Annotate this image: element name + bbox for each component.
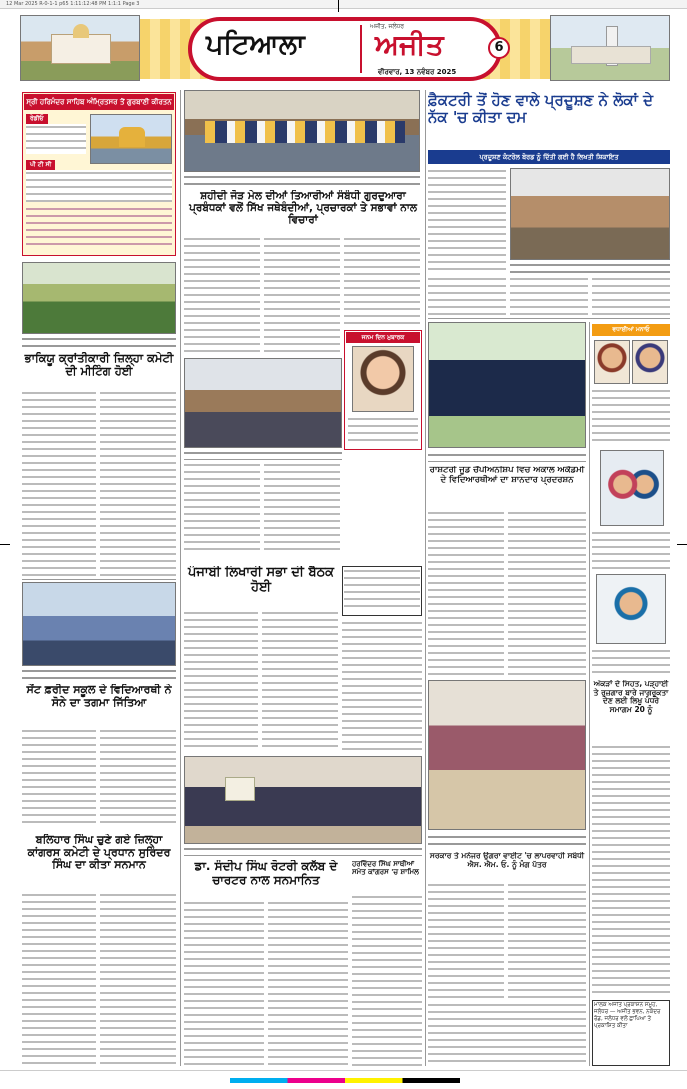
story9-body-col2 [508,510,586,676]
crop-mark-left [0,544,10,545]
story-mid-col [342,620,422,750]
story3-caption [22,336,176,348]
story2-caption [510,262,670,274]
story3-body-col2 [100,390,176,576]
story1-caption [184,174,420,188]
story8-body [352,894,422,1066]
story1-body-col3 [344,236,420,326]
column-rule-1 [180,90,181,1066]
column-rule-2 [425,90,426,1066]
story1-photo2-caption [184,450,342,460]
birthday-label: ਜਨਮ ਦਿਨ ਮੁਬਾਰਕ [346,332,420,343]
story7-body-col1 [184,900,264,1066]
column-rule-3 [589,322,590,1066]
story2-subhead: ਪ੍ਰਦੂਸ਼ਣ ਕੰਟਰੋਲ ਬੋਰਡ ਨੂੰ ਦਿੱਤੀ ਗਈ ਹੈ ਲਿਖਤੀ ਸ਼ਿਕਾਇਤ [428,150,670,164]
horizontal-rule-right [428,318,670,319]
greeting-text-3 [592,648,670,674]
story9-photo [428,322,586,448]
story3-headline: ਭਾਕਿਯੂ ਕ੍ਰਾਂਤੀਕਾਰੀ ਜ਼ਿਲ੍ਹਾ ਕਮੇਟੀ ਦੀ ਮੀਟਿੰਗ ਹੋਈ [24,352,174,379]
greeting-text-2 [592,530,670,570]
greeting-photo-2 [632,340,668,384]
crop-mark-right [677,544,687,545]
radio-schedule [26,124,86,154]
masthead-divider [360,25,362,73]
story2-body-col2 [510,276,588,320]
story10-body-col2 [508,882,586,998]
greeting-photo-1 [594,340,630,384]
story1-body-col5 [264,462,340,552]
story11-body [592,744,670,998]
story-club-text [344,568,420,612]
story1-body-col4 [184,462,260,552]
story2-body-col3 [592,276,670,320]
story4-headline: ਪੰਜਾਬੀ ਲਿਖਾਰੀ ਸਭਾ ਦੀ ਬੈਠਕ ਹੋਈ [187,566,334,595]
story5-body-col1 [22,728,96,828]
story2-body-col1 [428,168,506,272]
masthead-date: ਵੀਰਵਾਰ, 13 ਨਵੰਬਰ 2025 [378,68,457,76]
story7-caption [184,846,422,856]
masthead-city: ਪਟਿਆਲਾ [206,29,305,60]
ptc-label: ਪੀ ਟੀ ਸੀ [26,160,55,170]
ptc-schedule [26,170,172,202]
greeting-photo-4 [596,574,666,644]
story1-body-col2 [264,236,340,354]
story6-headline: ਬਲਿਹਾਰ ਸਿੰਘ ਚੁਣੇ ਗਏ ਜ਼ਿਲ੍ਹਾ ਕਾਂਗਰਸ ਕਮੇਟੀ ਦੇ ਪ੍ਰਧਾਨ ਸੁਰਿੰਦਰ ਸਿੰਘ ਦਾ ਕੀਤਾ ਸਨਮਾਨ [27,834,171,872]
radio-box-title: ਸ੍ਰੀ ਹਰਿਮੰਦਰ ਸਾਹਿਬ ਅੰਮ੍ਰਿਤਸਰ ਤੋਂ ਗੁਰਬਾਣੀ ਕੀਰਤਨ [24,94,174,110]
story2-headline: ਫ਼ੈਕਟਰੀ ਤੋਂ ਹੋਣ ਵਾਲੇ ਪ੍ਰਦੂਸ਼ਣ ਨੇ ਲੋਕਾਂ ਦੇ ਨੱਕ 'ਚ ਕੀਤਾ ਦਮ [428,92,654,127]
greeting-photo-3 [600,450,664,526]
story2-photo [510,168,670,260]
story1-photo [184,90,420,172]
story10-headline: ਸਰਕਾਰ ਤੇ ਮਨੇਜਰ ਉਗਰਾ ਵਾਈਟ 'ਚ ਲਾਪਰਵਾਹੀ ਸਬੰਧੀ ਐਸ. ਐਮ. ਓ. ਨੂੰ ਮੰਗ ਪੱਤਰ [429,852,585,869]
story11-headline: ਅੰਕੜਾਂ ਦੇ ਸਿਹਤ, ਪੜ੍ਹਾਈ ਤੇ ਰੁਜ਼ਗਾਰ ਬਾਰੇ ਜਾਗਰੂਕਤਾ ਦੇਣ ਲਈ ਲਿਖੂ ਪੰਧਰੇ ਸਮਾਗਮ 20 ਨੂੰ [593,680,669,714]
radio-note [26,206,172,250]
story9-caption [428,452,586,462]
crop-mark-top [338,0,339,12]
story5-photo [22,582,176,666]
story5-headline: ਸੇਂਟ ਫ਼ਰੀਦ ਸਕੂਲ ਦੇ ਵਿਦਿਆਰਥੀ ਨੇ ਸੋਨੇ ਦਾ ਤਗਮਾ ਜਿੱਤਿਆ [26,684,172,709]
print-info-text: 12 Mar 2025 R-0-1-1 p65 1:11:12:48 PM 1:1:1 Page 3 [6,1,140,7]
story3-photo [22,262,176,334]
story6-body-col2 [100,892,176,1066]
color-bar [230,1078,460,1083]
birthday-photo [352,346,414,412]
story9-body-col1 [428,510,504,676]
horizontal-rule-left [22,579,176,580]
story4-body-col1 [184,610,258,750]
greeting-text-1 [592,388,670,446]
footer-imprint-text: ਮਾਲਕ ਅਜੀਤ ਪ੍ਰਕਾਸ਼ਨ ਸਮੂਹ, ਜਲੰਧਰ — ਅਜੀਤ ਭਵਨ, ਨਕੋਦਰ ਰੋਡ, ਜਲੰਧਰ ਵਲੋਂ ਛਾਪਿਆ ਤੇ ਪ੍ਰਕਾਸ਼ਿਤ ਕੀਤਾ [594,1002,661,1029]
story7-body-col2 [268,900,348,1066]
story9-headline: ਰਾਸ਼ਟਰੀ ਜੂਡੋ ਚੈਂਪੀਅਨਸ਼ਿਪ ਵਿਚ ਅਕਾਲ ਅਕੈਡਮੀ ਦੇ ਵਿਦਿਆਰਥੀਆਂ ਦਾ ਸ਼ਾਨਦਾਰ ਪ੍ਰਦਰਸ਼ਨ [429,466,585,485]
radio-label: ਰੇਡੀਓ [26,114,48,124]
masthead-left-photo [20,15,140,81]
masthead-sub: ਅਜੀਤ, ਜਲੰਧਰ [370,23,405,30]
story8-headline: ਹਰਵਿੰਦਰ ਸਿੰਘ ਸਾਥੀਆਂ ਸਮੇਤ ਕਾਂਗਰਸ 'ਚ ਸ਼ਾਮਿਲ [352,860,419,877]
story7-headline: ਡਾ. ਸੰਦੀਪ ਸਿੰਘ ਰੋਟਰੀ ਕਲੱਬ ਦੇ ਚਾਰਟਰ ਨਾਲ ਸਨਮਾਨਿਤ [194,860,338,887]
story1-photo2 [184,358,342,448]
story10-caption [428,834,586,848]
masthead [20,13,670,85]
story10-photo [428,680,586,830]
masthead-right-photo [550,15,670,81]
story4-body-col2 [262,610,338,750]
story2-body-col1b [428,276,506,320]
story6-body-col1 [22,892,96,1066]
greeting-label: ਵਧਾਈਆਂ ਮਨਾਓ [592,324,670,336]
story7-photo [184,756,422,844]
story1-body-col1 [184,236,260,354]
story1-headline: ਸ਼ਹੀਦੀ ਜੋੜ ਮੇਲ ਦੀਆਂ ਤਿਆਰੀਆਂ ਸੰਬੰਧੀ ਗੁਰਦੁਆਰਾ ਪ੍ਰਬੰਧਕਾਂ ਵਲੋਂ ਸਿੱਖ ਜਥੇਬੰਦੀਆਂ, ਪ੍ਰਚਾਰਕਾਂ ਤੇ ਸਭਾਵਾਂ ਨਾਲ ਵਿਚਾਰਾਂ [189,190,417,227]
footer-body-left [428,1002,586,1066]
story5-body-col2 [100,728,176,828]
story10-body-col1 [428,882,504,998]
story3-body-col1 [22,390,96,576]
page-number: 6 [488,37,510,59]
masthead-paper-name: ਅਜੀਤ [375,28,444,61]
golden-temple-photo [90,114,172,164]
story5-caption [22,668,176,680]
birthday-details [348,416,418,446]
